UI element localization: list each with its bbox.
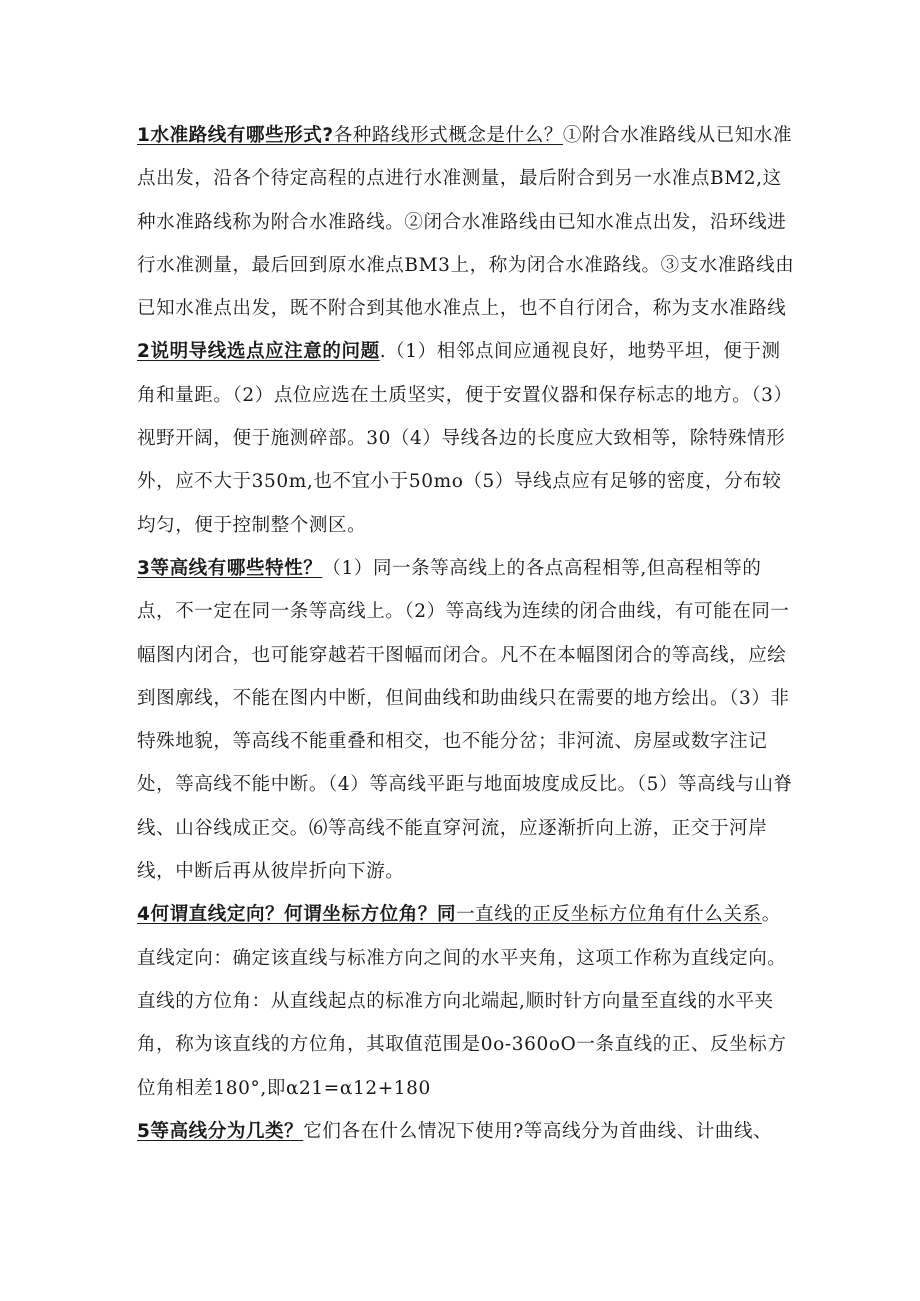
question-1-subtitle: 各种路线形式概念是什么？ (333, 125, 563, 146)
answer-4-text: 。直线定向：确定该直线与标准方向之间的水平夹角，这项工作称为直线定向。直线的方位角：从直线起点的标准方向北端起,顺时针方向量至直线的水平夹角，称为该直线的方位角，其取值范围是0o-360oO一条直线的正、反坐标方位角相差180°,即α21=α12+180 (137, 904, 787, 1099)
question-2-heading: 2说明导线选点应注意的问题 (137, 341, 380, 363)
answer-2-text: .（1）相邻点间应通视良好，地势平坦，便于测角和量距。（2）点位应选在土质坚实，便于安置仪器和保存标志的地方。（3）视野开阔，便于施测碎部。30（4）导线各边的长度应大致相等，除特殊情形外，应不大于350m,也不宜小于50mo（5）导线点应有足够的密度，分布较均匀，便于控制整个测区。 (137, 341, 793, 536)
paragraph-q5 (137, 1110, 797, 1153)
answer-1-text: ①附合水准路线从已知水准点出发，沿各个待定高程的点进行水准测量，最后附合到另一水准点BM2,这种水准路线称为附合水准路线。②闭合水准路线由已知水准点出发，沿环线进行水准测量，最后回到原水准点BM3上，称为闭合水准路线。③支水准路线由已知水准点出发，既不附合到其他水准点上，也不自行闭合，称为支水准路线 (137, 125, 795, 320)
answer-5-text: 它们各在什么情况下使用?等高线分为首曲线、计曲线、 (303, 1120, 773, 1142)
document-body (137, 114, 797, 1153)
paragraph-q3 (137, 547, 797, 893)
question-3-heading: 3等高线有哪些特性？ (137, 557, 323, 579)
question-5-heading: 5等高线分为几类？ (137, 1120, 304, 1142)
question-4-heading: 4何谓直线定向？何谓坐标方位角？同 (137, 904, 457, 926)
question-4-subtitle: 一直线的正反坐标方位角有什么关系 (456, 904, 762, 926)
paragraph-q4 (137, 893, 797, 1109)
answer-3-text: （1）同一条等高线上的各点高程相等,但高程相等的点，不一定在同一条等高线上。（2）等高线为连续的闭合曲线，有可能在同一幅图内闭合，也可能穿越若干图幅而闭合。凡不在本幅图闭合的等高线，应绘到图廓线，不能在图内中断，但间曲线和助曲线只在需要的地方绘出。（3）非特殊地貌，等高线不能重叠和相交，也不能分岔；非河流、房屋或数字注记处，等高线不能中断。（4）等高线平距与地面坡度成反比。（5）等高线与山脊线、山谷线成正交。⑹等高线不能直穿河流，应逐渐折向上游，正交于河岸线，中断后再从彼岸折向下游。 (137, 557, 793, 883)
paragraph-q1-q2 (137, 114, 797, 547)
question-1-heading: 1水准路线有哪些形式? (137, 125, 334, 146)
